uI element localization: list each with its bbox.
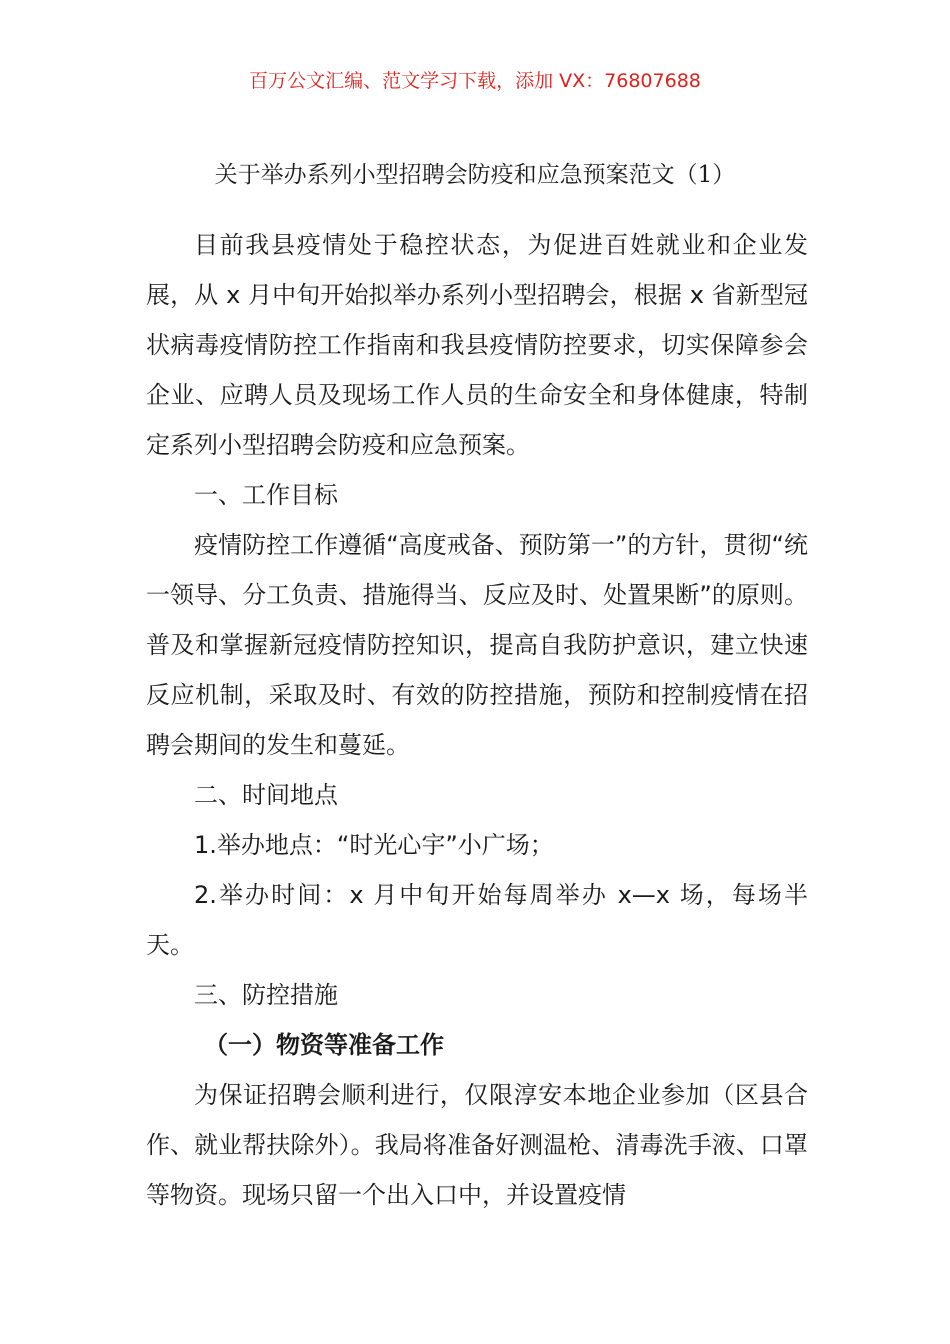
document-body [146, 220, 808, 1220]
watermark-header: 百万公文汇编、范文学习下载，添加 VX：76807688 [249, 70, 701, 92]
section-heading-goal: 一、工作目标 [194, 481, 338, 509]
subsection-heading-preparation: （一）物资等准备工作 [204, 1031, 444, 1059]
paragraph-goal: 疫情防控工作遵循“高度戒备、预防第一”的方针，贯彻“统一领导、分工负责、措施得当、反应及时、处置果断”的原则。普及和掌握新冠疫情防控知识，提高自我防护意识，建立快速反应机制，采取及时、有效的防控措施，预防和控制疫情在招聘会期间的发生和蔓延。 [146, 531, 808, 759]
paragraph-location: 1.举办地点：“时光心宇”小广场； [194, 831, 554, 859]
document-title: 关于举办系列小型招聘会防疫和应急预案范文（1） [214, 162, 736, 188]
section-heading-time-place: 二、时间地点 [194, 781, 338, 809]
section-heading-measures: 三、防控措施 [194, 981, 338, 1009]
paragraph-preparation: 为保证招聘会顺利进行，仅限淳安本地企业参加（区县合作、就业帮扶除外）。我局将准备好测温枪、清毒洗手液、口罩等物资。现场只留一个出入口中，并设置疫情 [146, 1081, 808, 1209]
paragraph-intro: 目前我县疫情处于稳控状态，为促进百姓就业和企业发展，从 x 月中旬开始拟举办系列小型招聘会，根据 x 省新型冠状病毒疫情防控工作指南和我县疫情防控要求，切实保障参会企业、应聘人员及现场工作人员的生命安全和身体健康，特制定系列小型招聘会防疫和应急预案。 [146, 231, 808, 459]
paragraph-schedule: 2.举办时间：x 月中旬开始每周举办 x—x 场，每场半天。 [146, 881, 808, 959]
